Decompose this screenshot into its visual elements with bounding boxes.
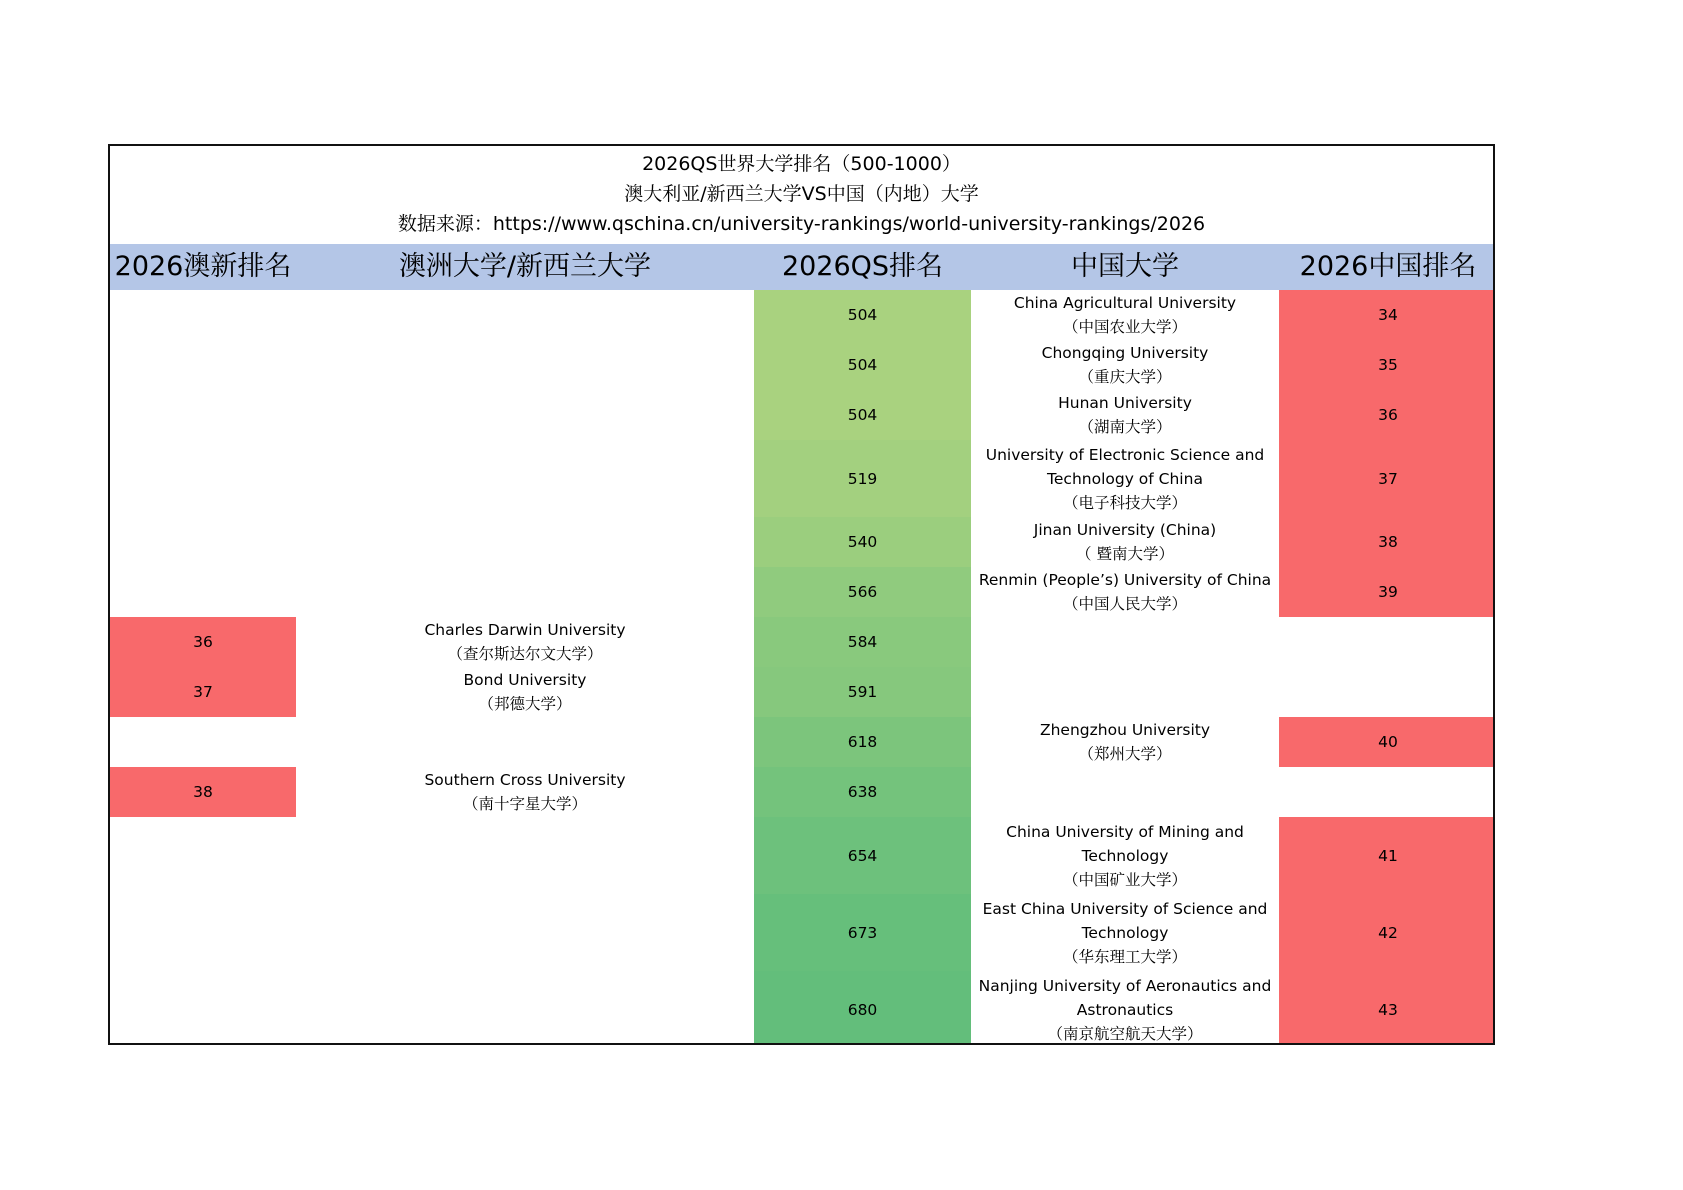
qs-rank-value: 618: [847, 733, 878, 751]
ranking-sheet: [108, 144, 1495, 1045]
anz-university-cell: [296, 617, 754, 667]
china-rank-value: 37: [1378, 469, 1398, 488]
qs-rank-cell: [754, 567, 971, 617]
anz-university-cell: [296, 567, 754, 617]
china-rank-value: 43: [1378, 1000, 1398, 1019]
china-rank-cell: [1279, 617, 1495, 667]
qs-rank-value: 654: [847, 846, 878, 865]
china-university-line: （中国农业大学）: [1062, 318, 1187, 336]
china-university-cell: [971, 517, 1279, 567]
anz-university-en: Charles Darwin University: [424, 621, 626, 639]
anz-rank-cell: [110, 340, 296, 390]
qs-rank-cell: [754, 717, 971, 767]
qs-rank-cell: [754, 517, 971, 567]
qs-rank-cell: [754, 440, 971, 517]
china-university-line: （ 暨南大学）: [1076, 545, 1174, 563]
china-university-cell: [971, 567, 1279, 617]
anz-university-cell: [296, 390, 754, 440]
title-line-3: 数据来源：https://www.qschina.cn/university-rankings/world-university-rankings/2026: [397, 213, 1206, 235]
china-university-cell: [971, 667, 1279, 717]
anz-university-cell: [296, 817, 754, 894]
anz-university-cell: [296, 667, 754, 717]
china-university-line: （中国矿业大学）: [1062, 870, 1187, 889]
anz-rank-cell: [110, 567, 296, 617]
china-university-line: Technology: [1081, 846, 1169, 865]
anz-university-cell: [296, 440, 754, 517]
qs-rank-cell: [754, 390, 971, 440]
qs-rank-cell: [754, 767, 971, 817]
header-qs-rank: 2026QS排名: [781, 251, 944, 282]
anz-university-en: Southern Cross University: [424, 771, 626, 789]
china-university-line: Hunan University: [1058, 394, 1192, 412]
qs-rank-value: 591: [847, 683, 878, 701]
china-university-line: Jinan University (China): [1033, 521, 1217, 539]
china-university-line: （中国人民大学）: [1062, 595, 1187, 613]
title-line-2: 澳大利亚/新西兰大学VS中国（内地）大学: [624, 183, 979, 205]
qs-rank-cell: [754, 340, 971, 390]
china-university-cell: [971, 440, 1279, 517]
anz-rank-cell: [110, 440, 296, 517]
header-anz-university: 澳洲大学/新西兰大学: [398, 251, 652, 282]
title-line-1: 2026QS世界大学排名（500-1000）: [642, 153, 961, 175]
china-rank-cell: [1279, 894, 1495, 971]
qs-rank-value: 504: [847, 356, 878, 374]
china-rank-cell: [1279, 517, 1495, 567]
china-rank-cell: [1279, 390, 1495, 440]
qs-rank-cell: [754, 290, 971, 340]
anz-university-cell: [296, 517, 754, 567]
china-university-cell: [971, 717, 1279, 767]
china-university-cell: [971, 290, 1279, 340]
header-china-university: 中国大学: [1071, 251, 1179, 282]
china-university-line: China Agricultural University: [1013, 294, 1237, 312]
china-rank-value: 38: [1378, 533, 1398, 551]
qs-rank-cell: [754, 617, 971, 667]
china-university-line: Technology: [1081, 923, 1169, 942]
anz-university-cell: [296, 290, 754, 340]
anz-rank-cell: [110, 971, 296, 1045]
anz-university-cell: [296, 767, 754, 817]
china-university-line: （郑州大学）: [1078, 745, 1172, 763]
china-university-cell: [971, 817, 1279, 894]
anz-rank-cell: [110, 290, 296, 340]
china-university-line: Technology of China: [1047, 469, 1203, 488]
china-university-line: Nanjing University of Aeronautics and: [978, 976, 1272, 995]
anz-university-en: Bond University: [463, 671, 587, 689]
china-university-cell: [971, 390, 1279, 440]
anz-university-cell: [296, 894, 754, 971]
china-rank-cell: [1279, 290, 1495, 340]
anz-rank-cell: [110, 617, 296, 667]
china-rank-value: 42: [1378, 923, 1398, 942]
anz-rank-value: 37: [193, 683, 213, 701]
qs-rank-cell: [754, 817, 971, 894]
china-university-line: （华东理工大学）: [1062, 947, 1187, 966]
header-row: [110, 244, 1493, 290]
china-university-cell: [971, 617, 1279, 667]
china-rank-value: 40: [1378, 733, 1398, 751]
china-rank-cell: [1279, 767, 1495, 817]
anz-rank-cell: [110, 817, 296, 894]
china-university-cell: [971, 340, 1279, 390]
anz-university-cell: [296, 971, 754, 1045]
anz-rank-cell: [110, 667, 296, 717]
china-university-line: （电子科技大学）: [1062, 493, 1187, 512]
china-university-line: Astronautics: [1076, 1000, 1174, 1019]
qs-rank-value: 540: [847, 533, 878, 551]
qs-rank-cell: [754, 667, 971, 717]
anz-university-cell: [296, 340, 754, 390]
china-rank-value: 36: [1378, 406, 1398, 424]
qs-rank-value: 504: [847, 306, 878, 324]
anz-rank-cell: [110, 517, 296, 567]
china-rank-value: 34: [1378, 306, 1398, 324]
china-university-line: （重庆大学）: [1078, 368, 1172, 386]
china-university-line: Chongqing University: [1041, 344, 1209, 362]
china-rank-value: 35: [1378, 356, 1398, 374]
anz-rank-value: 36: [193, 633, 213, 651]
qs-rank-value: 519: [847, 469, 878, 488]
china-rank-cell: [1279, 667, 1495, 717]
qs-rank-cell: [754, 894, 971, 971]
anz-rank-cell: [110, 767, 296, 817]
china-university-line: Zhengzhou University: [1039, 721, 1211, 739]
anz-university-cell: [296, 717, 754, 767]
china-university-cell: [971, 894, 1279, 971]
anz-rank-cell: [110, 717, 296, 767]
china-rank-value: 39: [1378, 583, 1398, 601]
anz-university-cn: （邦德大学）: [478, 695, 572, 713]
ranking-table: [110, 290, 1493, 1045]
anz-rank-value: 38: [193, 783, 213, 801]
china-university-line: （南京航空航天大学）: [1047, 1024, 1203, 1043]
qs-rank-value: 566: [847, 583, 878, 601]
china-university-cell: [971, 971, 1279, 1045]
china-university-line: University of Electronic Science and: [985, 445, 1265, 464]
china-rank-cell: [1279, 817, 1495, 894]
china-university-line: Renmin (People’s) University of China: [978, 571, 1272, 589]
anz-rank-cell: [110, 390, 296, 440]
qs-rank-value: 673: [847, 923, 878, 942]
qs-rank-value: 638: [847, 783, 878, 801]
header-anz-rank: 2026澳新排名: [114, 251, 292, 282]
anz-university-cn: （南十字星大学）: [462, 795, 587, 813]
china-rank-cell: [1279, 440, 1495, 517]
china-university-line: East China University of Science and: [982, 899, 1268, 918]
china-rank-cell: [1279, 717, 1495, 767]
china-rank-value: 41: [1378, 846, 1398, 865]
qs-rank-value: 504: [847, 406, 878, 424]
title-block: [110, 146, 1493, 244]
china-university-cell: [971, 767, 1279, 817]
header-china-rank: 2026中国排名: [1299, 251, 1477, 282]
anz-university-cn: （查尔斯达尔文大学）: [447, 645, 603, 663]
china-rank-cell: [1279, 340, 1495, 390]
china-university-line: （湖南大学）: [1078, 418, 1172, 436]
china-rank-cell: [1279, 971, 1495, 1045]
anz-rank-cell: [110, 894, 296, 971]
qs-rank-value: 584: [847, 633, 878, 651]
china-university-line: China University of Mining and: [1006, 822, 1244, 841]
qs-rank-cell: [754, 971, 971, 1045]
qs-rank-value: 680: [847, 1000, 878, 1019]
china-rank-cell: [1279, 567, 1495, 617]
